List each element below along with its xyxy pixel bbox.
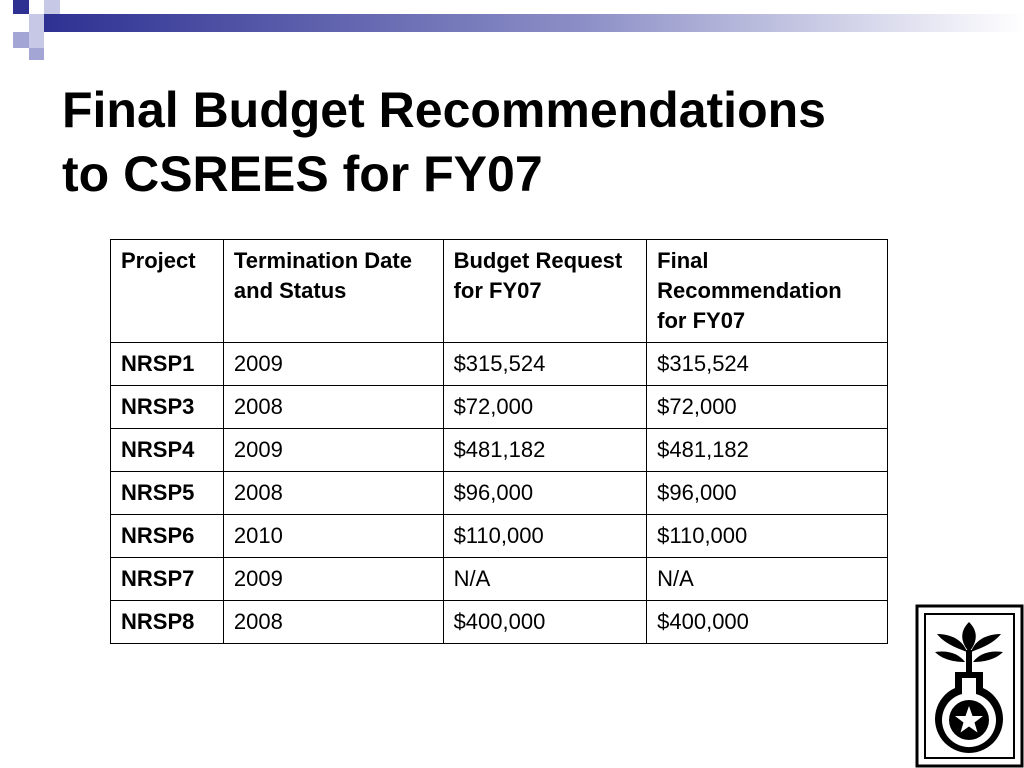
cell-termination: 2010 xyxy=(223,515,443,558)
slide-title-line-1: Final Budget Recommendations xyxy=(62,82,826,138)
header-termination: Termination Date and Status xyxy=(223,240,443,343)
cell-final: $481,182 xyxy=(647,429,888,472)
cell-final: $72,000 xyxy=(647,386,888,429)
cell-project: NRSP5 xyxy=(111,472,224,515)
budget-table xyxy=(110,239,888,644)
cell-termination: 2008 xyxy=(223,386,443,429)
table-row xyxy=(111,472,888,515)
cell-request: $96,000 xyxy=(443,472,647,515)
header-budget-request: Budget Request for FY07 xyxy=(443,240,647,343)
header-project: Project xyxy=(111,240,224,343)
header-decoration xyxy=(0,0,1024,64)
cell-termination: 2008 xyxy=(223,472,443,515)
cell-project: NRSP1 xyxy=(111,343,224,386)
cell-final: $96,000 xyxy=(647,472,888,515)
header-gradient-bar xyxy=(44,14,1024,32)
cell-request: N/A xyxy=(443,558,647,601)
cell-final: N/A xyxy=(647,558,888,601)
cell-request: $110,000 xyxy=(443,515,647,558)
cell-termination: 2009 xyxy=(223,343,443,386)
cell-request: $481,182 xyxy=(443,429,647,472)
cell-request: $400,000 xyxy=(443,601,647,644)
table-header-row xyxy=(111,240,888,343)
cell-final: $315,524 xyxy=(647,343,888,386)
cell-project: NRSP4 xyxy=(111,429,224,472)
header-final-recommendation: Final Recommendation for FY07 xyxy=(647,240,888,343)
slide-title-line-2: to CSREES for FY07 xyxy=(62,146,543,202)
table-row xyxy=(111,429,888,472)
cell-request: $315,524 xyxy=(443,343,647,386)
cell-project: NRSP6 xyxy=(111,515,224,558)
slide-title xyxy=(62,78,826,206)
table-row xyxy=(111,558,888,601)
cell-project: NRSP3 xyxy=(111,386,224,429)
cell-request: $72,000 xyxy=(443,386,647,429)
table-row xyxy=(111,386,888,429)
table-row xyxy=(111,601,888,644)
cell-project: NRSP8 xyxy=(111,601,224,644)
csrees-logo-icon xyxy=(915,604,1024,768)
table-row xyxy=(111,515,888,558)
cell-termination: 2008 xyxy=(223,601,443,644)
cell-project: NRSP7 xyxy=(111,558,224,601)
cell-final: $400,000 xyxy=(647,601,888,644)
cell-final: $110,000 xyxy=(647,515,888,558)
table-row xyxy=(111,343,888,386)
cell-termination: 2009 xyxy=(223,558,443,601)
cell-termination: 2009 xyxy=(223,429,443,472)
